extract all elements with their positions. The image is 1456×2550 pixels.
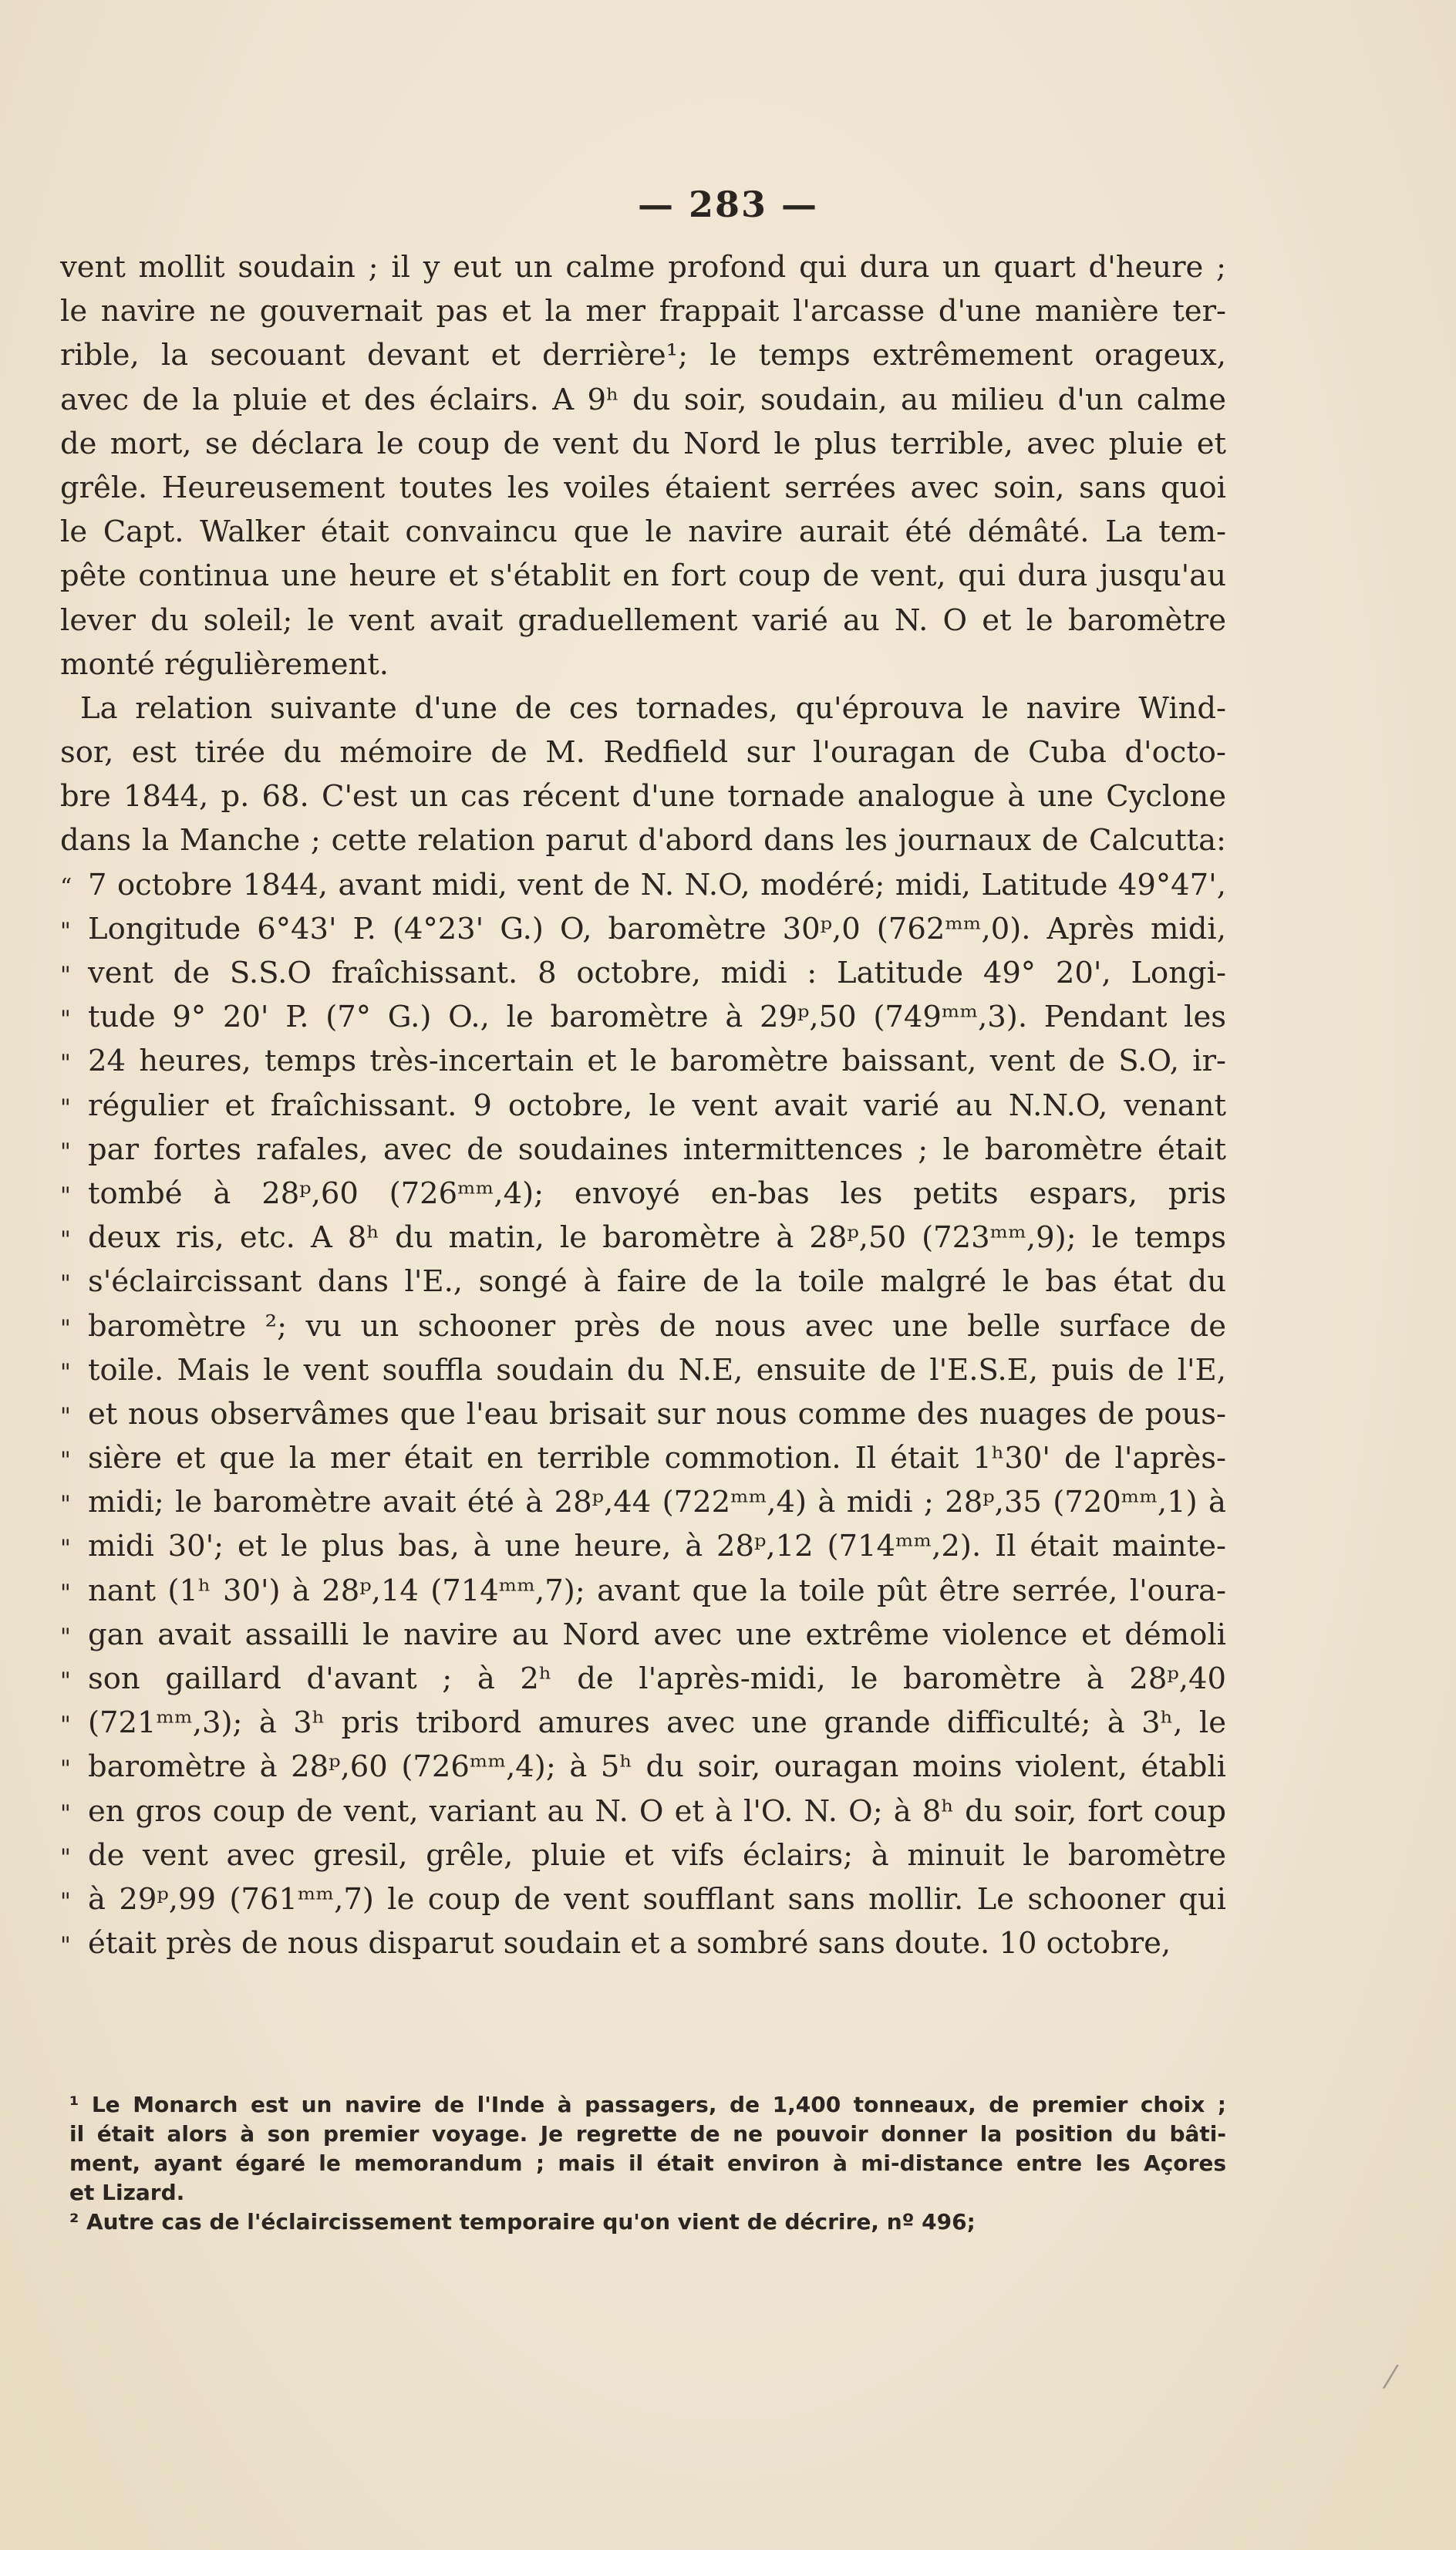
text-line-content: son gaillard d'avant ; à 2ʰ de l'après-midi, le baromètre à 28ᵖ,40 xyxy=(88,1661,1226,1696)
text-line-content: s'éclaircissant dans l'E., songé à faire de la toile malgré le bas état du xyxy=(88,1264,1226,1300)
text-line xyxy=(60,599,1226,643)
text-line xyxy=(60,774,1226,818)
text-line xyxy=(60,510,1226,554)
footnote-line: ment, ayant égaré le memorandum ; mais il était environ à mi-distance entre les Açores xyxy=(69,2150,1226,2176)
quote-mark: " xyxy=(60,1491,71,1519)
quote-mark: " xyxy=(60,1050,71,1078)
text-line-content: avec de la pluie et des éclairs. A 9ʰ du soir, soudain, au milieu d'un calme xyxy=(60,382,1226,417)
text-line-content: était près de nous disparut soudain et a sombré sans doute. 10 octobre, xyxy=(88,1926,1171,1961)
text-line xyxy=(60,1216,1226,1260)
text-line xyxy=(60,995,1226,1039)
quote-mark: " xyxy=(60,1800,71,1827)
text-line xyxy=(60,1833,1226,1877)
quote-mark: " xyxy=(60,1756,71,1783)
text-line-content: à 29ᵖ,99 (761ᵐᵐ,7) le coup de vent soufflant sans mollir. Le schooner qui xyxy=(88,1881,1226,1917)
text-line-content: rible, la secouant devant et derrière¹; le temps extrêmement orageux, xyxy=(60,338,1226,373)
quote-mark: " xyxy=(60,917,71,945)
quote-mark: " xyxy=(60,1887,71,1915)
quote-mark: " xyxy=(60,1402,71,1430)
text-line-content: vent de S.S.O fraîchissant. 8 octobre, midi : Latitude 49° 20', Longi- xyxy=(88,956,1226,990)
quote-mark: " xyxy=(60,1138,71,1165)
text-line xyxy=(60,818,1226,862)
text-line xyxy=(60,1524,1226,1568)
text-line xyxy=(60,1569,1226,1613)
quote-mark: " xyxy=(60,1270,71,1298)
quote-mark: " xyxy=(60,1006,71,1034)
quote-mark: " xyxy=(60,1314,71,1342)
text-line-content: en gros coup de vent, variant au N. O et à l'O. N. O; à 8ʰ du soir, fort coup xyxy=(88,1793,1226,1829)
text-line xyxy=(60,466,1226,510)
quote-mark: " xyxy=(60,1226,71,1254)
text-line-content: deux ris, etc. A 8ʰ du matin, le baromètre à 28ᵖ,50 (723ᵐᵐ,9); le temps xyxy=(88,1220,1226,1256)
text-line xyxy=(60,378,1226,422)
text-line-content: par fortes rafales, avec de soudaines intermittences ; le baromètre était xyxy=(88,1132,1226,1167)
text-line xyxy=(60,289,1226,333)
text-line xyxy=(60,333,1226,377)
text-line-content: 7 octobre 1844, avant midi, vent de N. N.O, modéré; midi, Latitude 49°47', xyxy=(88,867,1226,902)
text-line-content: La relation suivante d'une de ces tornades, qu'éprouva le navire Wind- xyxy=(80,690,1226,726)
quote-mark: " xyxy=(60,1579,71,1607)
text-line-content: pête continua une heure et s'établit en fort coup de vent, qui dura jusqu'au xyxy=(60,558,1226,594)
text-line xyxy=(60,1745,1226,1789)
text-line-content: tude 9° 20' P. (7° G.) O., le baromètre à 29ᵖ,50 (749ᵐᵐ,3). Pendant les xyxy=(88,1000,1226,1035)
text-line xyxy=(60,951,1226,995)
text-line xyxy=(60,1304,1226,1348)
text-line-content: sière et que la mer était en terrible commotion. Il était 1ʰ30' de l'après- xyxy=(88,1441,1226,1476)
footnotes xyxy=(69,2090,1226,2237)
text-line xyxy=(60,1480,1226,1524)
text-line-content: midi; le baromètre avait été à 28ᵖ,44 (722ᵐᵐ,4) à midi ; 28ᵖ,35 (720ᵐᵐ,1) à xyxy=(88,1485,1226,1520)
text-line-content: le Capt. Walker était convaincu que le navire aurait été démâté. La tem- xyxy=(60,514,1226,550)
text-line xyxy=(60,554,1226,598)
text-line-content: baromètre ²; vu un schooner près de nous avec une belle surface de xyxy=(88,1308,1226,1344)
text-line-content: de vent avec gresil, grêle, pluie et vifs éclairs; à minuit le baromètre xyxy=(88,1837,1226,1873)
quote-mark: " xyxy=(60,1094,71,1122)
text-line xyxy=(60,422,1226,466)
text-line-content: de mort, se déclara le coup de vent du Nord le plus terrible, avec pluie et xyxy=(60,426,1226,461)
text-line xyxy=(60,686,1226,730)
quote-mark: “ xyxy=(60,873,72,901)
quote-mark: " xyxy=(60,1712,71,1739)
text-line-content: lever du soleil; le vent avait graduellement varié au N. O et le baromètre xyxy=(60,602,1226,638)
quote-mark: " xyxy=(60,1447,71,1475)
text-line-content: Longitude 6°43' P. (4°23' G.) O, baromètre 30ᵖ,0 (762ᵐᵐ,0). Après midi, xyxy=(88,911,1226,946)
text-line-content: 24 heures, temps très-incertain et le baromètre baissant, vent de S.O, ir- xyxy=(88,1044,1226,1079)
text-line xyxy=(60,1436,1226,1480)
text-line-content: midi 30'; et le plus bas, à une heure, à 28ᵖ,12 (714ᵐᵐ,2). Il était mainte- xyxy=(88,1529,1226,1564)
text-line-content: vent mollit soudain ; il y eut un calme profond qui dura un quart d'heure ; xyxy=(60,250,1226,285)
quote-mark: " xyxy=(60,1358,71,1386)
text-line-content: bre 1844, p. 68. C'est un cas récent d'une tornade analogue à une Cyclone xyxy=(60,779,1226,815)
quote-mark: " xyxy=(60,1843,71,1871)
text-line-content: (721ᵐᵐ,3); à 3ʰ pris tribord amures avec une grande difficulté; à 3ʰ, le xyxy=(88,1705,1226,1741)
text-line-content: et nous observâmes que l'eau brisait sur nous comme des nuages de pous- xyxy=(88,1396,1226,1432)
text-line-content: sor, est tirée du mémoire de M. Redfield sur l'ouragan de Cuba d'octo- xyxy=(60,735,1226,771)
text-line xyxy=(60,1657,1226,1701)
text-line-content: grêle. Heureusement toutes les voiles étaient serrées avec soin, sans quoi xyxy=(60,470,1226,505)
text-line xyxy=(60,730,1226,774)
footnote-line: ² Autre cas de l'éclaircissement temporaire qu'on vient de décrire, nº 496; xyxy=(69,2209,976,2235)
text-line xyxy=(60,1921,1226,1965)
page-number: — 283 — xyxy=(637,184,819,225)
quote-mark: " xyxy=(60,1182,71,1209)
text-line xyxy=(60,1039,1226,1083)
text-line-content: monté régulièrement. xyxy=(60,646,389,682)
text-line xyxy=(60,1128,1226,1172)
quote-mark: " xyxy=(60,1623,71,1651)
text-line-content: régulier et fraîchissant. 9 octobre, le vent avait varié au N.N.O, venant xyxy=(88,1088,1226,1123)
text-line xyxy=(60,1260,1226,1304)
text-line-content: gan avait assailli le navire au Nord avec une extrême violence et démoli xyxy=(88,1617,1226,1652)
quote-mark: " xyxy=(60,1932,71,1960)
text-line xyxy=(60,863,1226,907)
text-line-content: tombé à 28ᵖ,60 (726ᵐᵐ,4); envoyé en-bas les petits espars, pris xyxy=(88,1175,1226,1211)
text-line xyxy=(60,907,1226,951)
quote-mark: " xyxy=(60,962,71,989)
text-line-content: toile. Mais le vent souffla soudain du N.E, ensuite de l'E.S.E, puis de l'E, xyxy=(88,1352,1226,1388)
footnote-line: ¹ Le Monarch est un navire de l'Inde à passagers, de 1,400 tonneaux, de premier choix ; xyxy=(69,2092,1226,2117)
text-line xyxy=(60,1701,1226,1745)
text-line xyxy=(60,643,1226,686)
text-line xyxy=(60,245,1226,289)
quote-mark: " xyxy=(60,1535,71,1563)
text-line-content: baromètre à 28ᵖ,60 (726ᵐᵐ,4); à 5ʰ du soir, ouragan moins violent, établi xyxy=(88,1749,1226,1785)
footnote-line: il était alors à son premier voyage. Je regrette de ne pouvoir donner la position du bâti- xyxy=(69,2121,1226,2147)
margin-mark: ⁄ xyxy=(1388,2360,1394,2396)
text-line xyxy=(60,1613,1226,1657)
text-line xyxy=(60,1084,1226,1128)
text-line-content: nant (1ʰ 30') à 28ᵖ,14 (714ᵐᵐ,7); avant que la toile pût être serrée, l'oura- xyxy=(88,1573,1226,1608)
quote-mark: " xyxy=(60,1668,71,1695)
text-line xyxy=(60,1789,1226,1833)
footnote-line: et Lizard. xyxy=(69,2180,185,2205)
text-line xyxy=(60,1172,1226,1216)
text-line-content: dans la Manche ; cette relation parut d'abord dans les journaux de Calcutta: xyxy=(60,823,1226,858)
text-line xyxy=(60,1392,1226,1436)
text-line-content: le navire ne gouvernait pas et la mer frappait l'arcasse d'une manière ter- xyxy=(60,294,1226,329)
text-line xyxy=(60,1877,1226,1921)
text-line xyxy=(60,1348,1226,1392)
body-text xyxy=(60,245,1226,1965)
